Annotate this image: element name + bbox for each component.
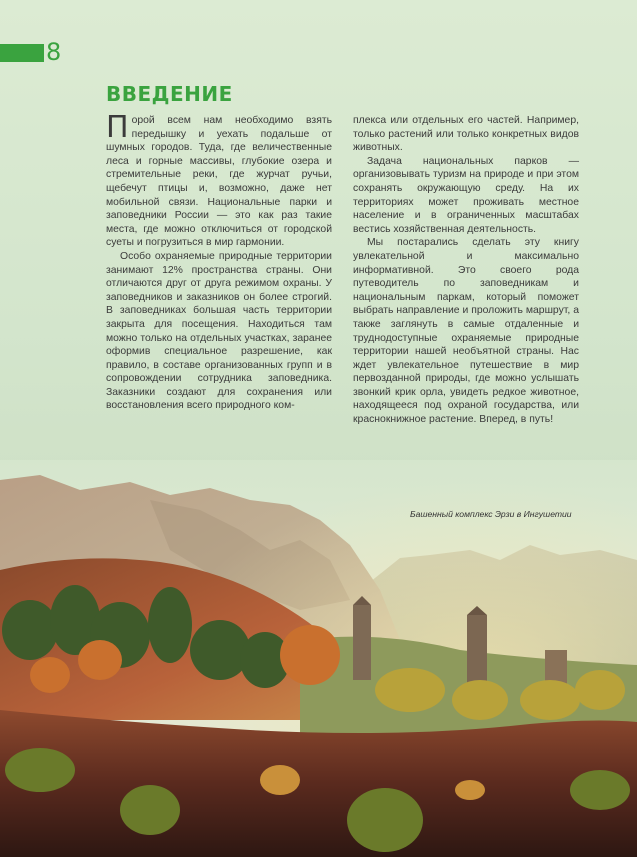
paragraph-4: Задача национальных парков — организовывать туризм на природе и при этом сохранять окружающую среду. На их территориях может проживать местное население и в ограниченных масштабах вестись хозяйственная деятельность. <box>353 155 579 235</box>
section-heading: ВВЕДЕНИЕ <box>106 82 233 106</box>
dropcap-letter: П <box>106 110 129 145</box>
text-columns <box>106 110 579 427</box>
paragraph-2: Особо охраняемые природные территории занимают 12% пространства страны. Они отличаются друг от друга режимом охраны. У заповедников и заказников он более строгий. В заповедниках большая часть территории закрыта для посещения. Находиться там можно только на отдельных участках, заранее оформив специальное разрешение, как правило, в составе организованных групп и в сопровождении сотрудника заповедника. Заказники создают для сохранения или восстановления всего природного ком- <box>106 250 332 412</box>
photo-caption: Башенный комплекс Эрзи в Ингушетии <box>410 509 572 519</box>
paragraph-1-text: орой всем нам необходимо взять передышку и уехать подальше от шумных городов. Туда, где величественные леса и горные массивы, глубокие озера и стремительные реки, где журчат ручьи, щебечут птицы и, возможно, даже нет мобильной связи. Национальные парки и заповедники России — это как раз такие места, где можно отключиться от городской суеты и погрузиться в мир гармонии. <box>106 115 332 249</box>
paragraph-5: Мы постарались сделать эту книгу увлекательной и максимально информативной. Это своего рода путеводитель по заповедникам и национальным паркам, который поможет выбрать направление и проложить маршрут, а также заглянуть в самые отдаленные и труднодоступные охраняемые природные территории нашей необъятной страны. Нас ждет увлекательное путешествие в мир первозданной природы, где можно услышать звонкий крик орла, увидеть редкое животное, находящееся под охраной государства, или краснокнижное растение. Вперед, в путь! <box>353 237 579 426</box>
paragraph-1 <box>106 110 332 250</box>
page-number-bar <box>0 44 44 62</box>
left-column <box>106 110 332 427</box>
right-column <box>353 114 579 427</box>
page-number: 8 <box>46 38 62 66</box>
landscape-photo <box>0 460 637 857</box>
paragraph-3: плекса или отдельных его частей. Например, только растений или только конкретных видов животных. <box>353 115 579 154</box>
